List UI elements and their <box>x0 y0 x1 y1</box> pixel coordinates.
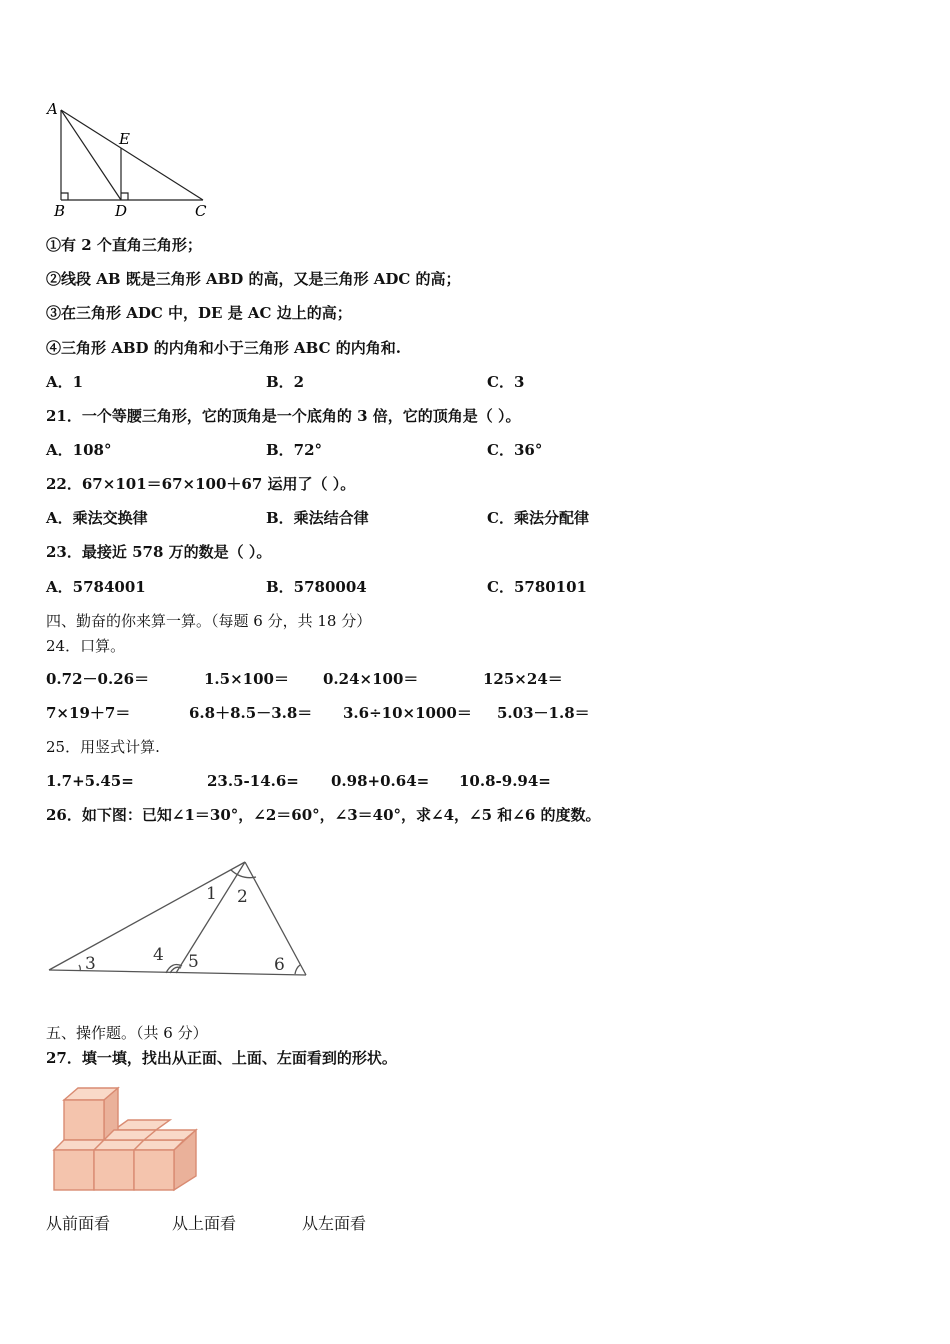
label-e: E <box>119 130 130 148</box>
view-top-label: 从上面看 <box>172 1214 237 1233</box>
q20-statement-3: ③在三角形 ADC 中，DE 是 AC 边上的高； <box>46 304 352 322</box>
q25-item: 0.98+0.64= <box>331 772 430 790</box>
q23-option-a: A．5784001 <box>46 578 146 596</box>
q21-option-c: C．36° <box>487 441 543 459</box>
label-d: D <box>115 202 128 220</box>
angle-label-3: 3 <box>85 954 96 974</box>
triangle-abc-figure <box>40 96 220 224</box>
q24-item: 0.72－0.26＝ <box>46 670 150 688</box>
q23-option-b: B．5780004 <box>266 578 367 596</box>
section-5-heading: 五、操作题。（共 6 分） <box>46 1024 208 1042</box>
q21-option-b: B．72° <box>266 441 323 459</box>
q20-option-c: C．3 <box>487 373 525 391</box>
q24-stem: 24．口算。 <box>46 637 126 655</box>
section-4-heading: 四、勤奋的你来算一算。（每题 6 分，共 18 分） <box>46 612 372 630</box>
q25-item: 1.7+5.45= <box>46 772 134 790</box>
q21-stem: 21．一个等腰三角形，它的顶角是一个底角的 3 倍，它的顶角是（ ）。 <box>46 407 521 425</box>
q24-item: 7×19＋7＝ <box>46 704 131 722</box>
q25-item: 23.5-14.6= <box>207 772 299 790</box>
q22-option-c: C．乘法分配律 <box>487 509 589 527</box>
q20-statement-4: ④三角形 ABD 的内角和小于三角形 ABC 的内角和. <box>46 339 401 357</box>
label-c: C <box>195 202 207 220</box>
q24-item: 6.8＋8.5－3.8＝ <box>189 704 313 722</box>
label-a: A <box>47 100 58 118</box>
q27-stem: 27．填一填，找出从正面、上面、左面看到的形状。 <box>46 1049 397 1067</box>
q23-stem: 23．最接近 578 万的数是（ ）。 <box>46 543 272 561</box>
q26-stem: 26．如下图：已知∠1＝30°，∠2＝60°，∠3＝40°，求∠4，∠5 和∠6 的度数。 <box>46 806 601 824</box>
q20-statement-2: ②线段 AB 既是三角形 ABD 的高，又是三角形 ADC 的高； <box>46 270 461 288</box>
q23-option-c: C．5780101 <box>487 578 587 596</box>
view-left-label: 从左面看 <box>302 1214 367 1233</box>
angle-label-1: 1 <box>206 884 217 904</box>
angles-triangle-figure <box>44 855 316 983</box>
q24-item: 1.5×100＝ <box>204 670 289 688</box>
label-b: B <box>54 202 66 220</box>
q24-item: 5.03－1.8＝ <box>497 704 590 722</box>
q20-statement-1: ①有 2 个直角三角形； <box>46 236 202 254</box>
q25-stem: 25．用竖式计算. <box>46 738 160 756</box>
q22-option-a: A．乘法交换律 <box>46 509 148 527</box>
q20-option-a: A．1 <box>46 373 84 391</box>
angle-label-6: 6 <box>274 955 285 975</box>
q22-stem: 22．67×101＝67×100＋67 运用了（ ）。 <box>46 475 356 493</box>
q24-item: 0.24×100＝ <box>323 670 419 688</box>
q24-item: 125×24＝ <box>483 670 563 688</box>
angle-label-5: 5 <box>188 952 199 972</box>
angle-label-4: 4 <box>153 945 164 965</box>
cube-stack-figure <box>46 1078 206 1198</box>
q24-item: 3.6÷10×1000＝ <box>343 704 472 722</box>
q20-option-b: B．2 <box>266 373 305 391</box>
q22-option-b: B．乘法结合律 <box>266 509 369 527</box>
view-front-label: 从前面看 <box>46 1214 111 1233</box>
q21-option-a: A．108° <box>46 441 112 459</box>
q25-item: 10.8-9.94= <box>459 772 551 790</box>
angle-label-2: 2 <box>237 887 248 907</box>
